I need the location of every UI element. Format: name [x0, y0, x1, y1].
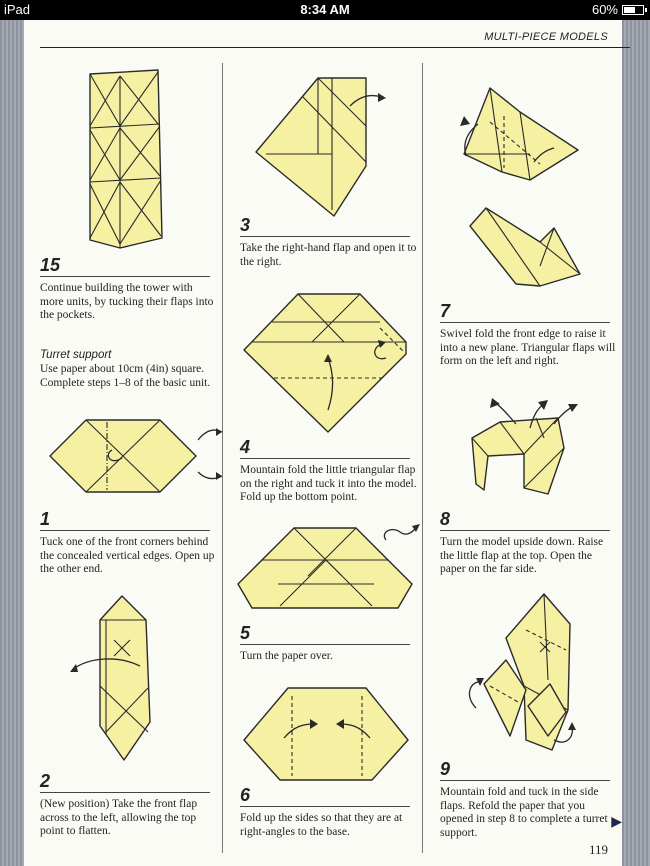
step-9-text: Mountain fold and tuck in the side flaps. Refold the paper that you opened in step 8 to complete a turret support.	[440, 786, 608, 839]
triangle-right-icon[interactable]: ▶	[611, 815, 622, 830]
step-9-diagram	[454, 590, 604, 762]
step-1	[40, 510, 218, 577]
step-15-rule	[40, 276, 210, 277]
battery-indicator	[592, 2, 644, 17]
step-7-diagram-before	[450, 82, 610, 192]
step-5-text: Turn the paper over.	[240, 650, 333, 662]
step-9-number: 9	[440, 759, 451, 779]
left-bezel-strip	[0, 20, 24, 866]
step-4-rule	[240, 458, 410, 459]
step-2-rule	[40, 792, 210, 793]
step-15	[40, 256, 218, 323]
step-8-rule	[440, 530, 610, 531]
step-4	[240, 438, 418, 505]
book-page[interactable]	[24, 20, 622, 866]
step-3-text: Take the right-hand flap and open it to the right.	[240, 242, 417, 268]
step-6-rule	[240, 806, 410, 807]
step-3-diagram	[254, 76, 404, 226]
step-5-diagram	[238, 520, 424, 620]
step-7-number: 7	[440, 301, 451, 321]
column-divider-2	[422, 63, 423, 853]
step-5-rule	[240, 644, 410, 645]
step-3	[240, 216, 418, 269]
step-3-number: 3	[240, 215, 251, 235]
step-5-number: 5	[240, 623, 251, 643]
battery-icon	[622, 5, 644, 15]
step-2-number: 2	[40, 771, 51, 791]
step-6-text: Fold up the sides so that they are at right-angles to the base.	[240, 812, 403, 838]
step-1-diagram	[50, 418, 210, 498]
right-bezel-strip	[622, 20, 650, 866]
step-7-diagram-after	[470, 206, 610, 296]
step-2-diagram	[70, 594, 190, 766]
battery-percent: 60%	[591, 2, 618, 17]
step-2	[40, 772, 218, 839]
step-8	[440, 510, 618, 577]
step-4-text: Mountain fold the little triangular flap on the right and tuck it into the model. Fold up the bottom point.	[240, 464, 417, 503]
step-6-diagram	[244, 684, 414, 784]
step-15-text: Continue building the tower with more units, by tucking their flaps into the pockets.	[40, 282, 214, 321]
turret-support-heading: Turret support	[40, 349, 112, 361]
step-3-rule	[240, 236, 410, 237]
page-number: 119	[588, 842, 608, 857]
step-8-number: 8	[440, 509, 451, 529]
device-label: iPad	[4, 2, 31, 17]
step-7-rule	[440, 322, 610, 323]
step-8-text: Turn the model upside down. Raise the little flap at the top. Open the paper on the far side.	[440, 536, 604, 575]
step-15-diagram	[86, 68, 166, 250]
step-5	[240, 624, 418, 664]
step-1-number: 1	[40, 509, 51, 529]
step-9-rule	[440, 780, 610, 781]
step-1-rule	[40, 530, 210, 531]
step-6-number: 6	[240, 785, 251, 805]
header-rule	[40, 47, 630, 48]
step-6	[240, 786, 418, 839]
step-4-number: 4	[240, 437, 251, 457]
battery-fill	[624, 7, 635, 13]
step-8-diagram	[464, 394, 594, 504]
step-9	[440, 760, 618, 840]
status-time: 8:34 AM	[300, 2, 350, 17]
running-head: MULTI-PIECE MODELS	[484, 31, 608, 43]
step-7	[440, 302, 618, 369]
turret-support-text: Use paper about 10cm (4in) square. Complete steps 1–8 of the basic unit.	[40, 363, 211, 389]
step-2-text: (New position) Take the front flap across to the left, allowing the top point to flatten.	[40, 798, 198, 837]
step-4-diagram	[242, 292, 412, 440]
status-bar	[0, 0, 650, 20]
column-divider-1	[222, 63, 223, 853]
step-1-text: Tuck one of the front corners behind the concealed vertical edges. Open up the other end.	[40, 536, 215, 575]
step-15-number: 15	[40, 255, 61, 275]
step-7-text: Swivel fold the front edge to raise it into a new plane. Triangular flaps will form on the left and right.	[440, 328, 616, 367]
